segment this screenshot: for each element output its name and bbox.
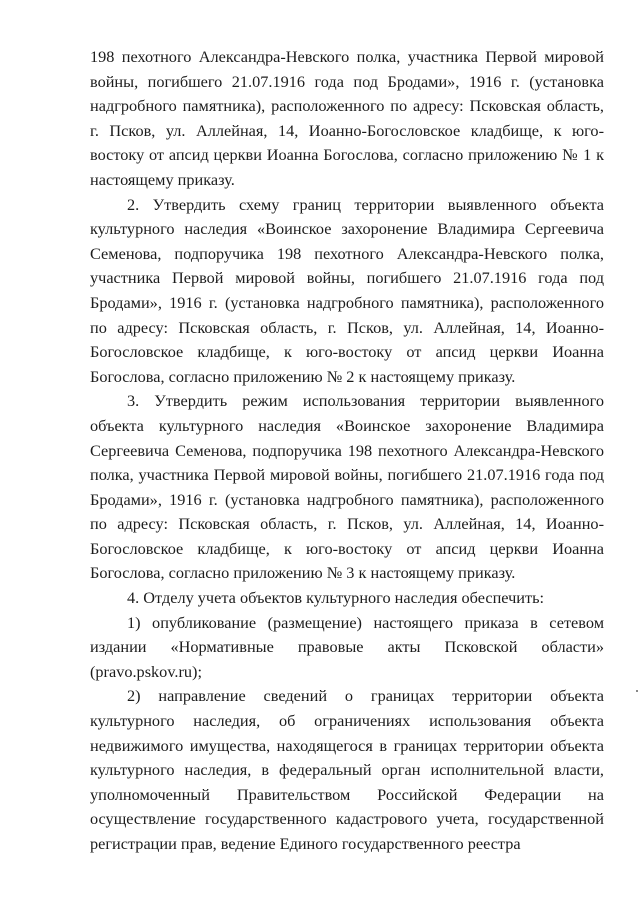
document-page [90, 45, 604, 857]
paragraph-subitem-2: 2) направление сведений о границах территории объекта культурного наследия, об ограничениях использования объекта недвижимого имущества, находящегося в границах территории объекта культурного наследия, в федеральный орган исполнительной власти, уполномоченный Правительством Российской Федерации на осуществление государственного кадастрового учета, государственной регистрации прав, ведение Единого государственного реестра [90, 686, 604, 853]
paragraph-item-4: 4. Отделу учета объектов культурного наследия обеспечить: [127, 588, 545, 608]
paragraph-subitem-1: 1) опубликование (размещение) настоящего приказа в сетевом издании «Нормативные правовые акты Псковской области» (pravo.pskov.ru); [90, 612, 604, 681]
paragraph-item-2: 2. Утвердить схему границ территории выявленного объекта культурного наследия «Воинское захоронение Владимира Сергеевича Семенова, подпоручика 198 пехотного Александра-Невского полка, участника Первой мировой войны, погибшего 21.07.1916 года под Бродами», 1916 г. (установка надгробного памятника), расположенного по адресу: Псковская область, г. Псков, ул. Аллейная, 14, Иоанно-Богословское кладбище, к юго-востоку от апсид церкви Иоанна Богослова, согласно приложению № 2 к настоящему приказу. [90, 194, 604, 386]
paragraph-intro-continuation: 198 пехотного Александра-Невского полка, участника Первой мировой войны, погибшего 21.07.1916 года под Бродами», 1916 г. (установка надгробного памятника), расположенного по адресу: Псковская область, г. Псков, ул. Аллейная, 14, Иоанно-Богословское кладбище, к юго-востоку от апсид церкви Иоанна Богослова, согласно приложению № 1 к настоящему приказу. [90, 47, 604, 189]
scan-speck [636, 690, 638, 692]
paragraph-item-3: 3. Утвердить режим использования территории выявленного объекта культурного наследия «Воинское захоронение Владимира Сергеевича Семенова, подпоручика 198 пехотного Александра-Невского полка, участника Первой мировой войны, погибшего 21.07.1916 года под Бродами», 1916 г. (установка надгробного памятника), расположенного по адресу: Псковская область, г. Псков, ул. Аллейная, 14, Иоанно-Богословское кладбище, к юго-востоку от апсид церкви Иоанна Богослова, согласно приложению № 3 к настоящему приказу. [90, 391, 604, 583]
